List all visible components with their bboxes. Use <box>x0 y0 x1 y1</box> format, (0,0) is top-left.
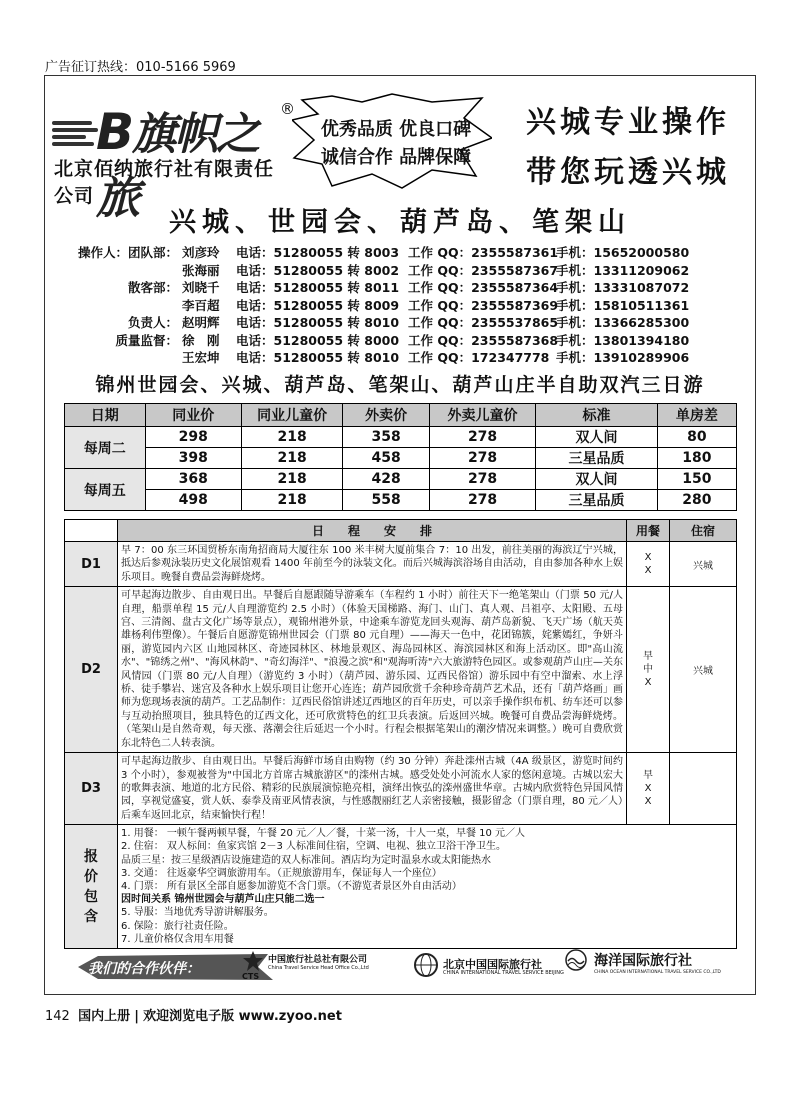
includes-item: 1. 用餐： 一顿午餐两顿早餐，午餐 20 元／人／餐，十菜一汤，十人一桌，早餐 10 元／人 <box>121 828 526 840</box>
quality-slogan: 优秀品质 优良口碑 诚信合作 品牌保障 <box>320 119 472 168</box>
contact-role: 操作人：团队部： <box>77 245 178 260</box>
schedule-stay-cell <box>670 753 737 825</box>
price-cell: 428 <box>343 469 430 490</box>
schedule-header-row <box>65 520 737 542</box>
contact-mobile: 手机：13311209062 <box>556 262 690 278</box>
schedule-meal-cell: 早 中 X <box>627 587 670 753</box>
price-header-cell: 单房差 <box>657 404 736 427</box>
ocean-wave-icon <box>564 948 588 972</box>
contact-row <box>60 348 750 366</box>
price-cell: 368 <box>145 469 241 490</box>
price-cell: 458 <box>343 448 430 469</box>
price-cell: 218 <box>241 469 342 490</box>
contact-role: 质量监督： <box>115 332 178 348</box>
price-cell: 358 <box>343 427 430 448</box>
registered-mark: ® <box>280 100 295 118</box>
schedule-desc-cell: 可早起海边散步、自由观日出。早餐后海鲜市场自由购物（约 30 分钟）奔赴滦州古城（4A 级景区，游览时间约 3 个小时），参观被誉为"中国北方首席古城旅游区"的滦州古城。感受处处小河流水人家的悠闲意境。古城以宏大的歌舞表演、地道的北方民俗、精彩的民族展演惊艳亮相，演绎出恢弘的滦州盛世华章。古城内欣赏特色异国风情园，享视觉盛宴，赏人妖、泰拳及南亚风情表演，与性感靓丽红艺人亲密接触，摄影留念（门票自理，80 元／人）后乘车返回北京，结束愉快行程！ <box>118 753 627 825</box>
price-date-cell: 每周五 <box>65 469 146 511</box>
contact-mobile: 手机：15652000580 <box>556 245 690 260</box>
ad-hotline: 广告征订热线：010-5166 5969 <box>45 60 236 75</box>
price-row <box>65 469 737 490</box>
includes-item: 因时间关系 锦州世园会与葫芦山庄只能二选一 <box>121 894 325 906</box>
schedule-day-row <box>65 753 737 825</box>
includes-item: 3. 交通： 往返豪华空调旅游用车。（正规旅游用车，保证每人一个座位） <box>121 867 442 879</box>
includes-list <box>118 825 737 949</box>
price-header-row <box>65 404 737 427</box>
contact-phone: 电话：51280055 转 8002 <box>236 262 400 278</box>
footer-section: 国内上册 <box>78 1009 131 1024</box>
schedule-table <box>64 519 737 949</box>
contact-qq: 工作 QQ：2355587368 <box>408 332 559 348</box>
contact-phone: 电话：51280055 转 8009 <box>236 297 400 313</box>
price-cell: 150 <box>657 469 736 490</box>
ocean-logo: 海洋国际旅行社 CHINA OCEAN INTERNATIONAL TRAVEL SERVICE CO.,LTD <box>564 948 588 976</box>
contact-mobile: 手机：13331087072 <box>556 280 690 295</box>
cts-star-icon <box>242 950 264 972</box>
contact-phone: 电话：51280055 转 8000 <box>236 332 400 348</box>
contact-list <box>60 243 750 366</box>
price-date-cell: 每周二 <box>65 427 146 469</box>
price-cell: 278 <box>429 469 535 490</box>
contact-mobile: 手机：15810511361 <box>556 297 690 313</box>
price-cell: 278 <box>429 427 535 448</box>
price-table <box>64 403 737 511</box>
price-cell: 双人间 <box>536 427 658 448</box>
cits-beijing-logo: 北京中国国际旅行社 CHINA INTERNATIONAL TRAVEL SERVICE BEIJING <box>413 952 439 982</box>
contact-name: 徐 刚 <box>182 332 220 348</box>
schedule-header-cell: 日 程 安 排 <box>118 520 627 542</box>
includes-item: 5. 导服：当地优秀导游讲解服务。 <box>121 907 274 919</box>
price-header-cell: 同业儿童价 <box>241 404 342 427</box>
contact-row <box>60 296 750 314</box>
footer-link-text: 欢迎浏览电子版 www.zyoo.net <box>143 1009 342 1024</box>
schedule-header-cell: 住宿 <box>670 520 737 542</box>
price-cell: 278 <box>429 448 535 469</box>
schedule-desc-cell: 可早起海边散步、自由观日出。早餐后自愿跟随导游乘车（车程约 1 小时）前往天下一绝笔架山（门票 50 元/人自理，船票单程 15 元/人自理游览约 2.5 小时）（体验天国梯路、海门、山门、真人观、吕祖亭、太阳殿、五母宫、三清阁、盘古文化广场等景点），观锦州港外景，中途乘车游览龙回头观海、葫芦岛新貌、飞天广场（航天英雄杨利伟塑像）。午餐后自愿游览锦州世园会（门票 80 元自理）——海天一色中，花团锦簇，姹紫嫣红，争妍斗丽，游览园内六区 山地园林区、奇迹园林区、林地景观区、海岛园林区、海滨园林区和海上活动区。即"高山流水"、"锦绣之州"、"海风林韵"、"奇幻海洋"、"浪漫之滨"和"观海听涛"六大旅游特色园区。或参观葫芦山庄—关东风情园（门票 80 元/人自理）（游览约 3 小时）（葫芦园、游乐园、辽西民俗馆）游乐园中有空中溜索、水上浮桥、徒手攀岩、迷宫及各种水上娱乐项目让您开心连连；葫芦园欣赏千余种珍奇葫芦艺术品，还有「葫芦烙画」画师为您现场表演的葫芦。工艺品制作：辽西民俗馆讲述辽西地区的百年历史，可以亲手操作织布机、纺车还可以参与互动抬照项目，独具特色的辽西文化，还可欣赏特色的红卫兵表演。后返回兴城。晚餐可自费品尝海鲜烧烤。（笔架山是自然奇观，每天涨、落潮会往后延迟一个小时。行程会根据笔架山的潮汐情况来调整。）晚可自费欣赏东北特色二人转表演。 <box>118 587 627 753</box>
cits-globe-icon <box>413 952 439 978</box>
includes-item: 2. 住宿： 双人标间：鱼家宾馆 2－3 人标准间住宿，空调、电视、独立卫浴干净卫生。 <box>121 841 506 853</box>
contact-name: 王宏坤 <box>182 350 220 365</box>
includes-item: 6. 保险：旅行社责任险。 <box>121 920 234 932</box>
price-header-cell: 外卖价 <box>343 404 430 427</box>
contact-name: 赵明辉 <box>182 315 220 330</box>
schedule-day-row <box>65 587 737 753</box>
contact-mobile: 手机：13910289906 <box>556 350 690 365</box>
schedule-day-cell: D3 <box>65 753 118 825</box>
contact-qq: 工作 QQ：2355587367 <box>408 262 559 278</box>
contact-phone: 电话：51280055 转 8010 <box>236 315 400 330</box>
includes-item: 品质三星：按三星级酒店设施建造的双人标准间。酒店均为定时温泉水或太阳能热水 <box>121 854 491 866</box>
price-header-cell: 日期 <box>65 404 146 427</box>
price-cell: 280 <box>657 490 736 511</box>
includes-item: 4. 门票： 所有景区全部自愿参加游览不含门票。（不游览者景区外自由活动） <box>121 880 462 892</box>
price-row <box>65 448 737 469</box>
contact-role: 散客部： <box>127 280 178 295</box>
schedule-meal-cell: 早 X X <box>627 753 670 825</box>
includes-label: 报 价 包 含 <box>65 825 118 949</box>
price-header-cell: 标准 <box>536 404 658 427</box>
price-cell: 218 <box>241 427 342 448</box>
contact-phone: 电话：51280055 转 8010 <box>236 350 400 365</box>
logo-wordmark: B旗帜之旅 <box>96 103 259 224</box>
partners-label: 我们的合作伙伴： <box>88 961 200 977</box>
contact-name: 刘彦玲 <box>182 245 220 260</box>
company-name: 北京佰纳旅行社有限责任公司 <box>54 158 275 207</box>
schedule-stay-cell: 兴城 <box>670 542 737 587</box>
brand-logo <box>52 96 295 224</box>
schedule-header-cell: 用餐 <box>627 520 670 542</box>
contact-mobile: 手机：13801394180 <box>556 332 690 348</box>
schedule-day-row <box>65 542 737 587</box>
price-cell: 218 <box>241 448 342 469</box>
speed-streaks-icon <box>52 118 100 149</box>
contact-qq: 工作 QQ：2355587364 <box>408 280 559 295</box>
contact-row <box>60 278 750 296</box>
contact-name: 张海丽 <box>182 262 220 278</box>
price-cell: 三星品质 <box>536 490 658 511</box>
contact-mobile: 手机：13366285300 <box>556 315 690 330</box>
price-header-cell: 外卖儿童价 <box>429 404 535 427</box>
contact-qq: 工作 QQ：2355587369 <box>408 297 559 313</box>
contact-role: 负责人： <box>127 315 178 330</box>
price-cell: 三星品质 <box>536 448 658 469</box>
price-row <box>65 490 737 511</box>
page-number: 142 <box>45 1009 70 1024</box>
tour-title: 锦州世园会、兴城、葫芦岛、笔架山、葫芦山庄半自助双汽三日游 <box>95 374 705 396</box>
price-row <box>65 427 737 448</box>
main-slogan: 兴城专业操作 带您玩透兴城 <box>526 105 730 190</box>
page-footer: 142 国内上册 | 欢迎浏览电子版 www.zyoo.net <box>45 1009 342 1024</box>
contact-phone: 电话：51280055 转 8011 <box>236 280 400 295</box>
contact-qq: 工作 QQ：172347778 <box>408 350 550 365</box>
includes-item: 7. 儿童价格仅含用车用餐 <box>121 933 234 945</box>
price-cell: 498 <box>145 490 241 511</box>
price-cell: 278 <box>429 490 535 511</box>
contact-row <box>60 331 750 349</box>
price-cell: 218 <box>241 490 342 511</box>
contact-row <box>60 313 750 331</box>
schedule-corner-cell <box>65 520 118 542</box>
schedule-meal-cell: X X <box>627 542 670 587</box>
price-cell: 398 <box>145 448 241 469</box>
contact-row <box>60 243 750 261</box>
destinations-heading: 兴城、世园会、葫芦岛、笔架山 <box>169 207 631 238</box>
schedule-day-cell: D1 <box>65 542 118 587</box>
price-cell: 298 <box>145 427 241 448</box>
partners-bar <box>58 944 748 990</box>
price-cell: 558 <box>343 490 430 511</box>
includes-row <box>65 825 737 949</box>
contact-qq: 工作 QQ：2355537865 <box>408 315 559 330</box>
contact-name: 刘晓千 <box>182 280 220 295</box>
price-cell: 180 <box>657 448 736 469</box>
contact-row <box>60 261 750 279</box>
price-cell: 双人间 <box>536 469 658 490</box>
schedule-stay-cell: 兴城 <box>670 587 737 753</box>
contact-phone: 电话：51280055 转 8003 <box>236 245 400 260</box>
price-header-cell: 同业价 <box>145 404 241 427</box>
contact-name: 李百超 <box>182 297 220 313</box>
price-cell: 80 <box>657 427 736 448</box>
contact-qq: 工作 QQ：2355587361 <box>408 245 559 260</box>
schedule-desc-cell: 早 7：00 东三环国贸桥东南角招商局大厦往东 100 米丰树大厦前集合 7：10 出发，前往美丽的海滨辽宁兴城，抵达后参观泳装历史文化展馆观看 1400 年前至今的泳装文化。而后兴城海滨浴场自由活动，自由参加各种水上娱乐项目。晚餐自费品尝海鲜烧烤。 <box>118 542 627 587</box>
schedule-day-cell: D2 <box>65 587 118 753</box>
cts-logo: CTS 中国旅行社总社有限公司 China Travel Service Head Office Co.,Ltd <box>242 950 264 976</box>
